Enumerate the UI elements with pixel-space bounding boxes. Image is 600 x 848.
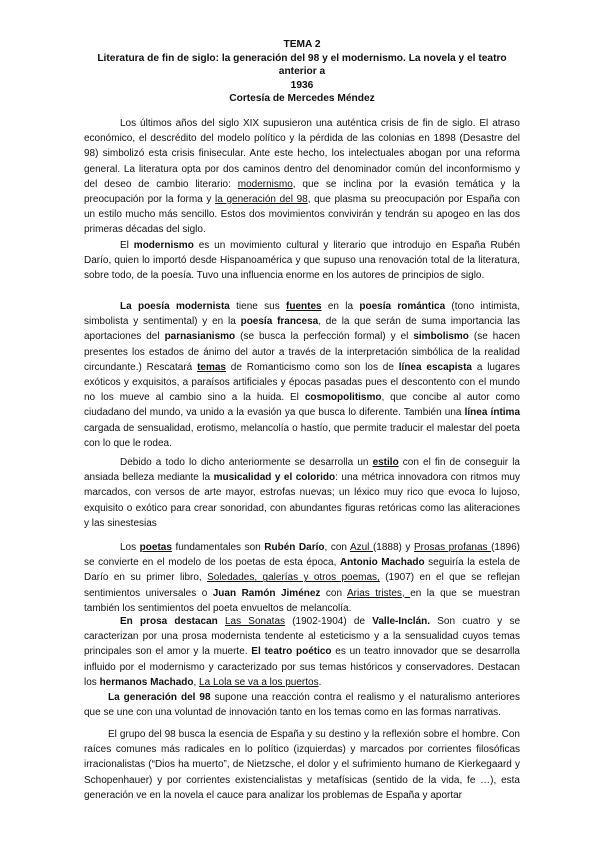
underlined-term: la generación del 98 bbox=[215, 194, 308, 206]
underlined-term: modernismo bbox=[237, 178, 293, 190]
paragraph-grupo-98: El grupo del 98 busca la esencia de España y su destino y la reflexión sobre el hombre. Con raíces comunes más radicales en lo político (izquierdas) y marcados por corrientes filosóficas irracionalistas (“Dios ha muerto”, de Nietzsche, el dolor y el sufrimiento humano de Kierkegaard y Schopenhauer) y por corrientes existencialistas y metafísicas (sentido de la vida, fe …), esta generación ve en la novela el cauce para analizar los problemas de España y aportar bbox=[84, 729, 520, 801]
paragraph-poesia-modernista: La poesía modernista tiene sus fuentes en la poesía romántica (tono intimista, simbolista y sentimental) y en la poesía francesa, de la que serán de suma importancia las aportaciones del parnasianismo (se busca la perfección formal) y el simbolismo (se hacen presentes los estados de ánimo del autor a través de la interpretación simbólica de la realidad circundante.) Rescatará temas de Romanticismo como son los de línea escapista a lugares exóticos y exquisitos, a paraísos artificiales y épocas pasadas pues el descontento con el mundo no los mueve al cambio sino a la huida. El cosmopolitismo, que concibe al autor como ciudadano del mundo, va unido a la evasión ya que busca lo diferente. También una línea íntima cargada de sensualidad, erotismo, melancolía o hastío, que permite traducir el malestar del poeta con lo que le rodea. bbox=[84, 301, 521, 449]
topic-subtitle: Literatura de fin de siglo: la generación del 98 y el modernismo. La novela y el teatro anterior a bbox=[97, 52, 507, 78]
paragraph-modernismo: El modernismo es un movimiento cultural y literario que introdujo en España Rubén Darío, quien lo importó desde Hispanoamérica y que supuso una renovación total de la literatura, sobre todo, de la poesía. Tuvo una influencia enorme en los autores de principios de siglo. bbox=[84, 240, 521, 282]
bold-term: modernismo bbox=[133, 240, 194, 251]
paragraph-poetas: Los poetas fundamentales son Rubén Darío, con Azul (1888) y Prosas profanas (1896) se convierte en el modelo de los poetas de esta época, Antonio Machado seguiría la estela de Darío en su primer libro, Soledades, galerías y otros poemas, (1907) en el que se reflejan sentimientos universales o Juan Ramón Jiménez con Arias tristes, en la que se muestran también los sentimientos del poeta envueltos de melancolía. bbox=[84, 542, 520, 614]
document-header bbox=[84, 38, 520, 106]
paragraph-estilo: Debido a todo lo dicho anteriormente se desarrolla un estilo con el fin de conseguir la ansiada belleza mediante la musicalidad y el colorido: una métrica innovadora con ritmos muy marcados, con versos de arte mayor, estrofas nuevas; un léxico muy rico que evoca lo lujoso, exquisito o exótico para crear sonoridad, con abundantes figuras retóricas como las aliteraciones y las sinestesias bbox=[84, 457, 520, 529]
topic-title: TEMA 2 bbox=[283, 39, 321, 50]
paragraph-prosa-teatro: En prosa destacan Las Sonatas (1902-1904) de Valle-Inclán. Son cuatro y se caracterizan por una prosa modernista tendente al esteticismo y a la sensualidad cuyos temas principales son el amor y la muerte. El teatro poético es un teatro innovador que se desarrolla influido por el modernismo y caracterizado por sus temas históricos y conservadores. Destacan los hermanos Machado, La Lola se va a los puertos. bbox=[84, 616, 521, 688]
paragraph-generacion-98: La generación del 98 supone una reacción contra el realismo y el naturalismo anteriores que se une con una voluntad de innovación tanto en los temas como en las formas narrativas. bbox=[84, 692, 520, 719]
author-credit: Cortesía de Mercedes Méndez bbox=[229, 93, 375, 105]
paragraph-intro: Los últimos años del siglo XIX supusieron una auténtica crisis de fin de siglo. El atraso económico, el descrédito del modelo político y la pérdida de las colonias en 1898 (Desastre del 98) simbolizó esta crisis finisecular. Ante este hecho, los intelectuales abogan por una reforma general. La literatura opta por dos caminos dentro del denominador común del inconformismo y del deseo de cambio literario: modernismo, que se inclina por la evasión temática y la preocupación por la forma y la generación del 98, que plasma su preocupación por España con un estilo mucho más sencillo. Estos dos movimientos convivirán y tendrán su apogeo en las dos primeras décadas del siglo. bbox=[84, 118, 520, 236]
topic-subtitle-year: 1936 bbox=[290, 79, 314, 91]
